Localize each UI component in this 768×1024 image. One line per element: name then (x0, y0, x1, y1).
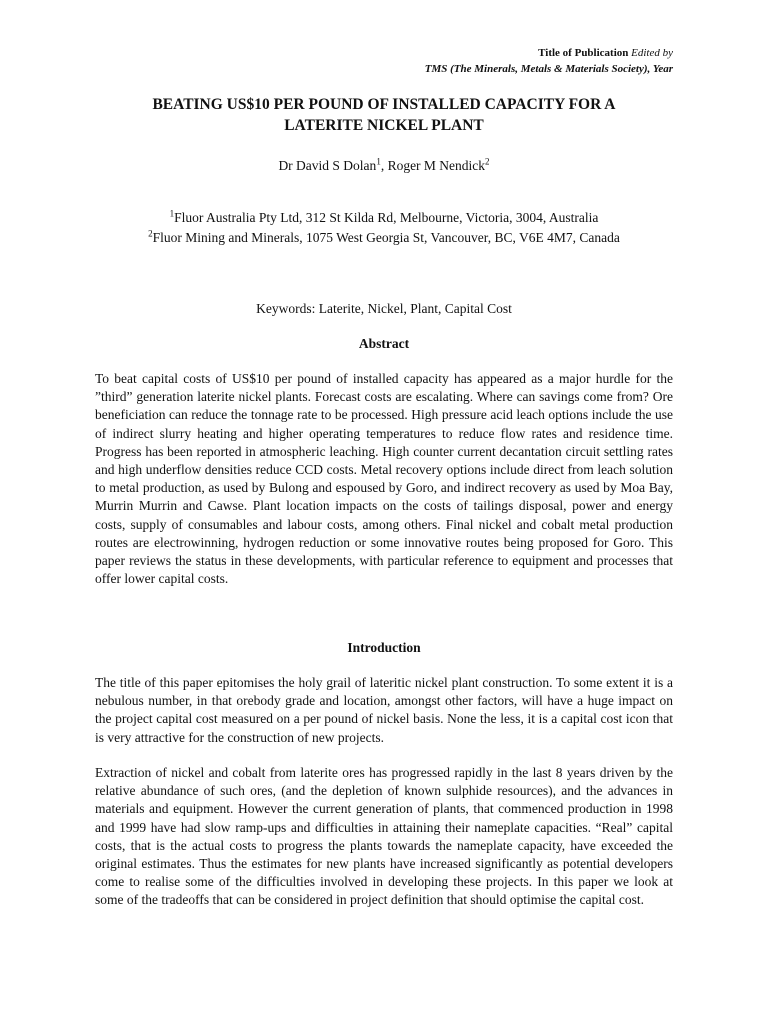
author-list (95, 157, 673, 175)
affiliation (95, 228, 673, 248)
abstract-heading: Abstract (358, 336, 410, 351)
introduction-heading: Introduction (347, 640, 421, 655)
author-name: Dr David S Dolan (278, 158, 377, 173)
introduction-paragraph: The title of this paper epitomises the holy grail of lateritic nickel plant construction. To some extent it is a nebulous number, in that orebody grade and location, amongst other factors, will have a huge impact on the project capital cost measured on a per pound of nickel basis. None the less, it is a capital cost icon that is very attractive for the construction of new projects. (95, 675, 673, 745)
keywords: Keywords: Laterite, Nickel, Plant, Capital Cost (256, 301, 512, 316)
publisher-society: TMS (The Minerals, Metals & Materials Society), Year (424, 63, 673, 75)
affiliation-text: Fluor Australia Pty Ltd, 312 St Kilda Rd, Melbourne, Victoria, 3004, Australia (174, 210, 599, 225)
author-affiliation-mark: 2 (485, 156, 490, 167)
paper-title (95, 94, 673, 136)
introduction-paragraph: Extraction of nickel and cobalt from laterite ores has progressed rapidly in the last 8 years driven by the relative abundance of such ores, (and the depletion of known sulphide resources), and the advances in materials and equipment. However the current generation of plants, that commenced production in 1998 and 1999 have had slow ramp-ups and difficulties in attaining their nameplate capacities. “Real” capital costs, that is the actual costs to progress the plants towards the nameplate capacity, have exceeded the original estimates. Thus the estimates for new plants have increased significantly as potential developers come to realise some of the difficulties involved in developing these projects. In this paper we look at some of the tradeoffs that can be considered in project definition that should optimise the capital cost. (95, 765, 673, 908)
abstract-text: To beat capital costs of US$10 per pound of installed capacity has appeared as a major hurdle for the ”third” generation laterite nickel plants. Forecast costs are escalating. Where can savings come from? Ore beneficiation can reduce the tonnage rate to be processed. High pressure acid leach options include the use of indirect slurry heating and higher operating temperatures to reduce flow rates and residence time. Progress has been reported in atmospheric leaching. High counter current decantation circuit settling rates and high underflow densities reduce CCD costs. Metal recovery options include direct from leach solution to metal production, as used by Bulong and espoused by Goro, and indirect recovery as used by Moa Bay, Murrin Murrin and Cawse. Plant location impacts on the costs of tailings disposal, power and energy costs, supply of consumables and labour costs, among others. Final nickel and cobalt metal production routes are electrowinning, hydrogen reduction or some innovative routes being proposed for Goro. This paper reviews the status in these developments, with particular reference to equipment and processes that offer lower capital costs. (95, 371, 673, 587)
affiliation (95, 208, 673, 228)
author-separator: , (380, 158, 388, 173)
publication-title-line (425, 45, 673, 61)
paper-title-line-1: BEATING US$10 PER POUND OF INSTALLED CAPACITY FOR A (152, 96, 616, 113)
affiliation-text: Fluor Mining and Minerals, 1075 West Georgia St, Vancouver, BC, V6E 4M7, Canada (152, 230, 620, 245)
affiliation-mark: 1 (169, 208, 175, 219)
publication-info (425, 45, 673, 77)
publication-title-label: Title of Publication (538, 47, 629, 59)
author-name: Roger M Nendick (387, 158, 486, 173)
author-affiliation-mark: 1 (376, 156, 381, 167)
affiliation-mark: 2 (148, 228, 153, 239)
paper-title-line-2: LATERITE NICKEL PLANT (284, 117, 484, 134)
affiliation-list (95, 208, 673, 248)
edited-by-label: Edited by (631, 47, 673, 59)
